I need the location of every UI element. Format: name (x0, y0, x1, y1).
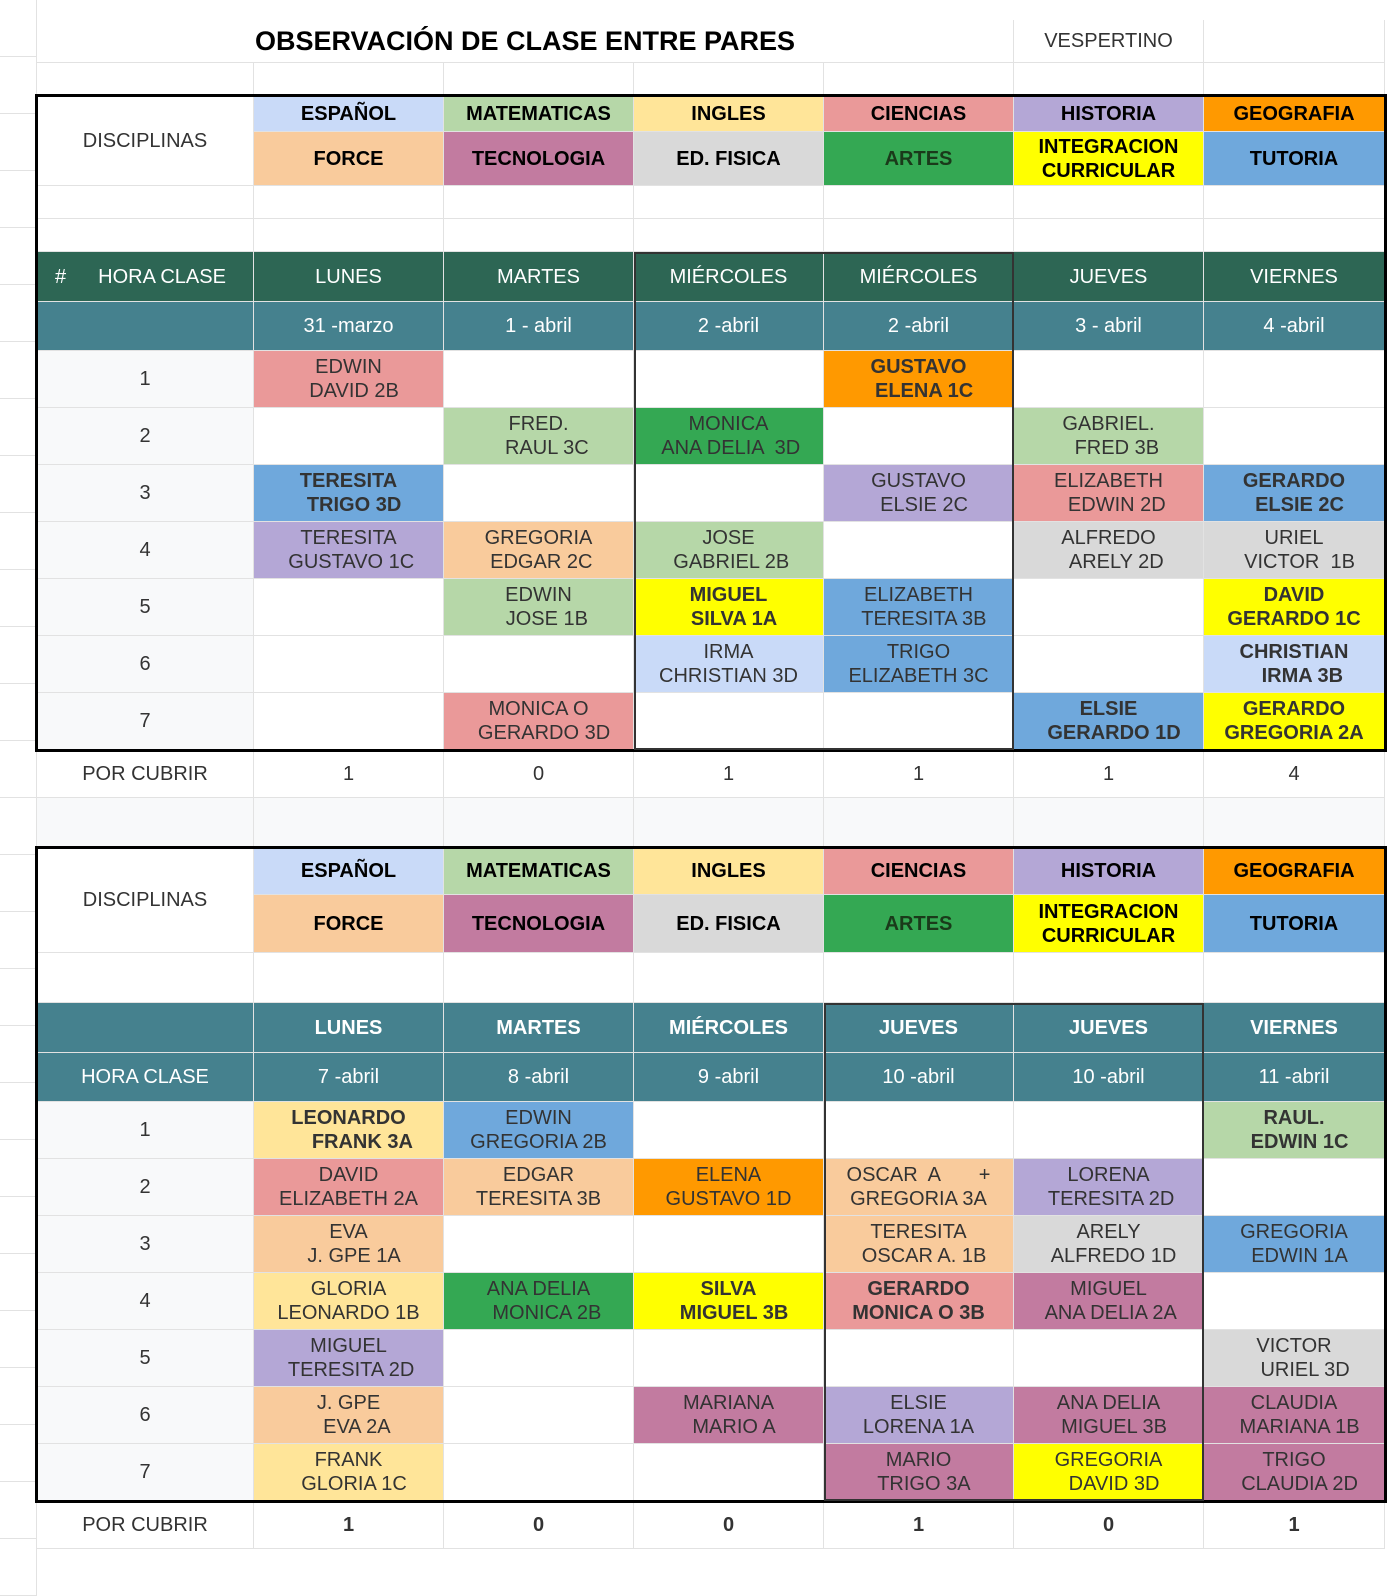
blank-cell[interactable] (444, 798, 634, 848)
day-header[interactable]: VIERNES (1204, 252, 1385, 302)
blank-header[interactable] (37, 1003, 254, 1053)
row-number: 7 (37, 693, 254, 750)
blank-cell[interactable] (634, 186, 824, 219)
assignment-cell[interactable]: OSCAR A + GREGORIA 3A (824, 1159, 1014, 1216)
assignment-cell[interactable]: ANA DELIA MIGUEL 3B (1014, 1387, 1204, 1444)
por-cubrir-count: 0 (634, 1501, 824, 1549)
empty-slot[interactable] (634, 1216, 824, 1273)
assignment-cell[interactable]: ELSIE LORENA 1A (824, 1387, 1014, 1444)
blank-cell[interactable] (634, 798, 824, 848)
day-header[interactable]: LUNES (254, 1003, 444, 1053)
subject-espanol[interactable]: ESPAÑOL (254, 96, 444, 132)
blank-cell[interactable] (824, 953, 1014, 1003)
subject-espanol[interactable]: ESPAÑOL (254, 848, 444, 895)
blank-cell[interactable] (37, 63, 254, 96)
blank-cell[interactable] (37, 953, 254, 1003)
gutter-cell (0, 228, 37, 285)
gutter-cell (0, 399, 37, 456)
blank-cell[interactable] (1014, 953, 1204, 1003)
empty-slot[interactable] (634, 1102, 824, 1159)
assignment-cell[interactable]: EDGAR TERESITA 3B (444, 1159, 634, 1216)
empty-slot[interactable] (634, 465, 824, 522)
assignment-cell[interactable]: GERARDO MONICA O 3B (824, 1273, 1014, 1330)
assignment-cell[interactable]: FRANK GLORIA 1C (254, 1444, 444, 1501)
date-header[interactable]: 4 -abril (1204, 302, 1385, 351)
empty-slot[interactable] (824, 1330, 1014, 1387)
empty-slot[interactable] (254, 693, 444, 750)
subject-edfisica[interactable]: ED. FISICA (634, 895, 824, 953)
row-number: 5 (37, 1330, 254, 1387)
date-header[interactable]: 8 -abril (444, 1053, 634, 1102)
date-header[interactable]: 31 -marzo (254, 302, 444, 351)
day-header[interactable]: JUEVES (824, 1003, 1014, 1053)
gutter-cell (0, 1140, 37, 1197)
assignment-cell[interactable]: EDWIN DAVID 2B (254, 351, 444, 408)
assignment-cell[interactable]: ELSIE GERARDO 1D (1014, 693, 1204, 750)
empty-slot[interactable] (634, 693, 824, 750)
empty-slot[interactable] (254, 579, 444, 636)
gutter-cell (0, 855, 37, 912)
subject-matematicas[interactable]: MATEMATICAS (444, 96, 634, 132)
gutter-cell (0, 1254, 37, 1311)
gutter-cell (0, 1368, 37, 1425)
assignment-cell[interactable]: GREGORIA EDWIN 1A (1204, 1216, 1385, 1273)
empty-slot[interactable] (254, 408, 444, 465)
empty-slot[interactable] (824, 1102, 1014, 1159)
day-header[interactable]: MARTES (444, 1003, 634, 1053)
blank-cell[interactable] (254, 186, 444, 219)
empty-slot[interactable] (444, 465, 634, 522)
por-cubrir-count: 1 (824, 750, 1014, 798)
subject-force[interactable]: FORCE (254, 895, 444, 953)
empty-slot[interactable] (444, 636, 634, 693)
gutter-cell (0, 342, 37, 399)
gutter-cell (0, 627, 37, 684)
assignment-cell[interactable]: DAVID ELIZABETH 2A (254, 1159, 444, 1216)
assignment-cell[interactable]: TERESITA TRIGO 3D (254, 465, 444, 522)
blank-cell[interactable] (444, 186, 634, 219)
subject-historia[interactable]: HISTORIA (1014, 848, 1204, 895)
blank-cell[interactable] (1204, 20, 1385, 63)
assignment-cell[interactable]: TERESITA OSCAR A. 1B (824, 1216, 1014, 1273)
subject-ingles[interactable]: INGLES (634, 96, 824, 132)
empty-slot[interactable] (1014, 579, 1204, 636)
blank-cell[interactable] (1014, 798, 1204, 848)
assignment-cell[interactable]: MIGUEL SILVA 1A (634, 579, 824, 636)
row-number: 4 (37, 522, 254, 579)
row-number: 3 (37, 1216, 254, 1273)
blank-cell[interactable] (37, 219, 254, 252)
blank-cell[interactable] (1204, 798, 1385, 848)
hora-clase-label: HORA CLASE (37, 1053, 254, 1102)
shift-label: VESPERTINO (1014, 20, 1204, 63)
blank-header[interactable] (37, 302, 254, 351)
subject-tecnologia[interactable]: TECNOLOGIA (444, 895, 634, 953)
empty-slot[interactable] (1204, 351, 1385, 408)
hash-label: # (55, 265, 67, 288)
blank-cell[interactable] (254, 798, 444, 848)
blank-cell[interactable] (1204, 953, 1385, 1003)
assignment-cell[interactable]: ELIZABETH EDWIN 2D (1014, 465, 1204, 522)
empty-slot[interactable] (824, 522, 1014, 579)
date-header[interactable]: 11 -abril (1204, 1053, 1385, 1102)
por-cubrir-count: 0 (444, 1501, 634, 1549)
empty-slot[interactable] (444, 1387, 634, 1444)
assignment-cell[interactable]: GERARDO GREGORIA 2A (1204, 693, 1385, 750)
row-number: 2 (37, 1159, 254, 1216)
blank-cell[interactable] (444, 63, 634, 96)
blank-cell[interactable] (444, 219, 634, 252)
blank-cell[interactable] (1204, 186, 1385, 219)
row-number: 3 (37, 465, 254, 522)
gutter-cell (0, 1425, 37, 1482)
por-cubrir-count: 1 (824, 1501, 1014, 1549)
assignment-cell[interactable]: RAUL. EDWIN 1C (1204, 1102, 1385, 1159)
empty-slot[interactable] (634, 1330, 824, 1387)
empty-slot[interactable] (444, 1216, 634, 1273)
assignment-cell[interactable]: MIGUEL TERESITA 2D (254, 1330, 444, 1387)
blank-cell[interactable] (634, 953, 824, 1003)
assignment-cell[interactable]: TERESITA GUSTAVO 1C (254, 522, 444, 579)
assignment-cell[interactable]: EDWIN GREGORIA 2B (444, 1102, 634, 1159)
blank-cell[interactable] (824, 186, 1014, 219)
assignment-cell[interactable]: ARELY ALFREDO 1D (1014, 1216, 1204, 1273)
assignment-cell[interactable]: J. GPE EVA 2A (254, 1387, 444, 1444)
subject-geografia[interactable]: GEOGRAFIA (1204, 96, 1385, 132)
blank-cell[interactable] (37, 186, 254, 219)
assignment-cell[interactable]: MIGUEL ANA DELIA 2A (1014, 1273, 1204, 1330)
por-cubrir-label: POR CUBRIR (37, 750, 254, 798)
subject-ciencias[interactable]: CIENCIAS (824, 848, 1014, 895)
blank-cell[interactable] (1204, 63, 1385, 96)
day-header[interactable]: LUNES (254, 252, 444, 302)
subject-force[interactable]: FORCE (254, 132, 444, 186)
gutter-cell (0, 0, 37, 57)
day-header[interactable]: MIÉRCOLES (634, 1003, 824, 1053)
empty-slot[interactable] (824, 693, 1014, 750)
blank-cell[interactable] (634, 63, 824, 96)
assignment-cell[interactable]: GUSTAVO ELSIE 2C (824, 465, 1014, 522)
assignment-cell[interactable]: MONICA ANA DELIA 3D (634, 408, 824, 465)
date-header[interactable]: 9 -abril (634, 1053, 824, 1102)
date-header[interactable]: 7 -abril (254, 1053, 444, 1102)
disciplinas-label: DISCIPLINAS (37, 96, 254, 186)
empty-slot[interactable] (1014, 636, 1204, 693)
por-cubrir-count: 4 (1204, 750, 1385, 798)
day-header[interactable]: MIÉRCOLES (824, 252, 1014, 302)
row-number: 1 (37, 1102, 254, 1159)
page-title: OBSERVACIÓN DE CLASE ENTRE PARES (37, 20, 1014, 63)
blank-cell[interactable] (254, 219, 444, 252)
assignment-cell[interactable]: MARIANA MARIO A (634, 1387, 824, 1444)
empty-slot[interactable] (1204, 1159, 1385, 1216)
day-header[interactable]: JUEVES (1014, 252, 1204, 302)
blank-cell[interactable] (1204, 219, 1385, 252)
gutter-cell (0, 171, 37, 228)
por-cubrir-count: 1 (634, 750, 824, 798)
empty-slot[interactable] (1204, 408, 1385, 465)
empty-slot[interactable] (444, 1330, 634, 1387)
subject-tutoria[interactable]: TUTORIA (1204, 895, 1385, 953)
date-header[interactable]: 2 -abril (824, 302, 1014, 351)
day-header[interactable]: MARTES (444, 252, 634, 302)
assignment-cell[interactable]: MARIO TRIGO 3A (824, 1444, 1014, 1501)
disciplinas-label: DISCIPLINAS (37, 848, 254, 953)
por-cubrir-count: 1 (254, 1501, 444, 1549)
subject-edfisica[interactable]: ED. FISICA (634, 132, 824, 186)
assignment-cell[interactable]: GREGORIA DAVID 3D (1014, 1444, 1204, 1501)
assignment-cell[interactable]: TRIGO CLAUDIA 2D (1204, 1444, 1385, 1501)
blank-cell[interactable] (444, 953, 634, 1003)
gutter-cell (0, 1482, 37, 1539)
assignment-cell[interactable]: ELIZABETH TERESITA 3B (824, 579, 1014, 636)
assignment-cell[interactable]: GUSTAVO ELENA 1C (824, 351, 1014, 408)
row-number: 7 (37, 1444, 254, 1501)
row-number: 5 (37, 579, 254, 636)
blank-cell[interactable] (824, 798, 1014, 848)
assignment-cell[interactable]: GLORIA LEONARDO 1B (254, 1273, 444, 1330)
blank-cell[interactable] (254, 953, 444, 1003)
row-number: 2 (37, 408, 254, 465)
day-header[interactable]: VIERNES (1204, 1003, 1385, 1053)
empty-slot[interactable] (444, 1444, 634, 1501)
empty-slot[interactable] (1204, 1273, 1385, 1330)
date-header[interactable]: 1 - abril (444, 302, 634, 351)
blank-cell[interactable] (1014, 219, 1204, 252)
empty-slot[interactable] (1014, 351, 1204, 408)
gutter-cell (0, 912, 37, 969)
subject-artes[interactable]: ARTES (824, 895, 1014, 953)
por-cubrir-count: 0 (444, 750, 634, 798)
subject-ingles[interactable]: INGLES (634, 848, 824, 895)
day-header[interactable]: MIÉRCOLES (634, 252, 824, 302)
gutter-cell (0, 285, 37, 342)
blank-cell[interactable] (37, 798, 254, 848)
subject-historia[interactable]: HISTORIA (1014, 96, 1204, 132)
gutter-cell (0, 456, 37, 513)
assignment-cell[interactable]: CLAUDIA MARIANA 1B (1204, 1387, 1385, 1444)
gutter-cell (0, 1311, 37, 1368)
por-cubrir-count: 0 (1014, 1501, 1204, 1549)
empty-slot[interactable] (824, 408, 1014, 465)
gutter-cell (0, 114, 37, 171)
subject-integracion[interactable]: INTEGRACION CURRICULAR (1014, 132, 1204, 186)
assignment-cell[interactable]: GERARDO ELSIE 2C (1204, 465, 1385, 522)
row-number: 1 (37, 351, 254, 408)
empty-slot[interactable] (634, 1444, 824, 1501)
assignment-cell[interactable]: ALFREDO ARELY 2D (1014, 522, 1204, 579)
assignment-cell[interactable]: ELENA GUSTAVO 1D (634, 1159, 824, 1216)
gutter-cell (0, 1026, 37, 1083)
gutter-cell (0, 969, 37, 1026)
date-header[interactable]: 3 - abril (1014, 302, 1204, 351)
assignment-cell[interactable]: ANA DELIA MONICA 2B (444, 1273, 634, 1330)
row-number: 6 (37, 636, 254, 693)
empty-slot[interactable] (444, 351, 634, 408)
por-cubrir-count: 1 (254, 750, 444, 798)
assignment-cell[interactable]: LEONARDO FRANK 3A (254, 1102, 444, 1159)
por-cubrir-count: 1 (1204, 1501, 1385, 1549)
date-header[interactable]: 10 -abril (1014, 1053, 1204, 1102)
assignment-cell[interactable]: GABRIEL. FRED 3B (1014, 408, 1204, 465)
gutter-cell (0, 1083, 37, 1140)
assignment-cell[interactable]: FRED. RAUL 3C (444, 408, 634, 465)
assignment-cell[interactable]: TRIGO ELIZABETH 3C (824, 636, 1014, 693)
por-cubrir-count: 1 (1014, 750, 1204, 798)
subject-integracion[interactable]: INTEGRACION CURRICULAR (1014, 895, 1204, 953)
gutter-cell (0, 741, 37, 798)
assignment-cell[interactable]: SILVA MIGUEL 3B (634, 1273, 824, 1330)
empty-slot[interactable] (634, 351, 824, 408)
gutter-cell (0, 798, 37, 855)
date-header[interactable]: 10 -abril (824, 1053, 1014, 1102)
assignment-cell[interactable]: IRMA CHRISTIAN 3D (634, 636, 824, 693)
day-header[interactable]: JUEVES (1014, 1003, 1204, 1053)
assignment-cell[interactable]: GREGORIA EDGAR 2C (444, 522, 634, 579)
por-cubrir-label: POR CUBRIR (37, 1501, 254, 1549)
blank-cell[interactable] (1014, 63, 1204, 96)
assignment-cell[interactable]: URIEL VICTOR 1B (1204, 522, 1385, 579)
subject-tecnologia[interactable]: TECNOLOGIA (444, 132, 634, 186)
gutter-cell (0, 513, 37, 570)
assignment-cell[interactable]: JOSE GABRIEL 2B (634, 522, 824, 579)
assignment-cell[interactable]: EVA J. GPE 1A (254, 1216, 444, 1273)
blank-cell[interactable] (634, 219, 824, 252)
gutter-cell (0, 57, 37, 114)
blank-cell[interactable] (824, 219, 1014, 252)
gutter-cell (0, 570, 37, 627)
gutter-cell (0, 684, 37, 741)
assignment-cell[interactable]: VICTOR URIEL 3D (1204, 1330, 1385, 1387)
subject-matematicas[interactable]: MATEMATICAS (444, 848, 634, 895)
gutter-cell (0, 1197, 37, 1254)
hora-clase-header (37, 252, 254, 302)
assignment-cell[interactable]: LORENA TERESITA 2D (1014, 1159, 1204, 1216)
hora-clase-label: HORA CLASE (98, 265, 226, 288)
row-number: 4 (37, 1273, 254, 1330)
assignment-cell[interactable]: EDWIN JOSE 1B (444, 579, 634, 636)
assignment-cell[interactable]: CHRISTIAN IRMA 3B (1204, 636, 1385, 693)
subject-ciencias[interactable]: CIENCIAS (824, 96, 1014, 132)
blank-cell[interactable] (254, 63, 444, 96)
subject-artes[interactable]: ARTES (824, 132, 1014, 186)
subject-tutoria[interactable]: TUTORIA (1204, 132, 1385, 186)
blank-cell[interactable] (824, 63, 1014, 96)
date-header[interactable]: 2 -abril (634, 302, 824, 351)
assignment-cell[interactable]: MONICA O GERARDO 3D (444, 693, 634, 750)
blank-cell[interactable] (1014, 186, 1204, 219)
empty-slot[interactable] (1014, 1102, 1204, 1159)
assignment-cell[interactable]: DAVID GERARDO 1C (1204, 579, 1385, 636)
empty-slot[interactable] (1014, 1330, 1204, 1387)
empty-slot[interactable] (254, 636, 444, 693)
subject-geografia[interactable]: GEOGRAFIA (1204, 848, 1385, 895)
row-number: 6 (37, 1387, 254, 1444)
